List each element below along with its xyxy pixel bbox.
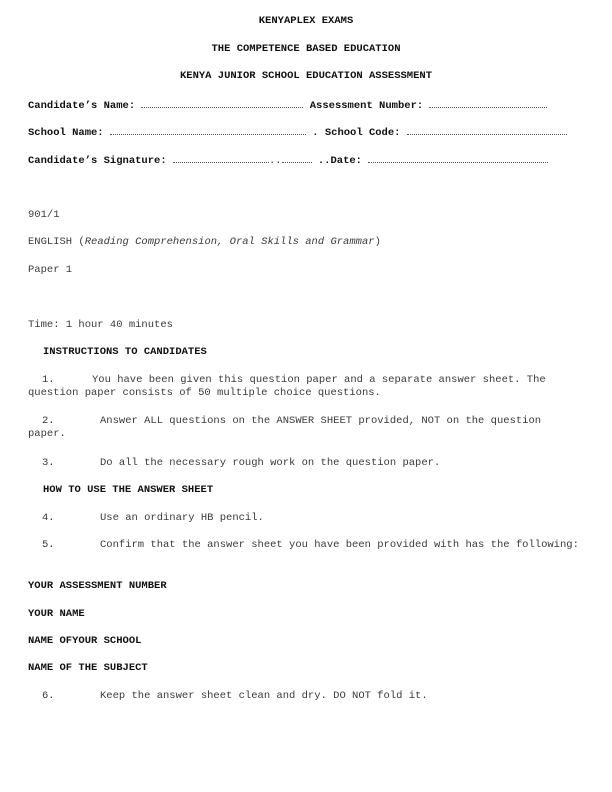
instruction-text: You have been given this question paper and a separate answer sheet. The question paper consists of 50 multiple choice questions.	[28, 374, 546, 399]
paper-number: Paper 1	[28, 264, 73, 276]
subject-line	[28, 236, 381, 248]
instructions-heading: INSTRUCTIONS TO CANDIDATES	[43, 346, 207, 358]
candidate-name-row	[28, 98, 547, 112]
instruction-text: Keep the answer sheet clean and dry. DO NOT fold it.	[100, 690, 428, 702]
subject-prefix: ENGLISH (	[28, 236, 85, 248]
instruction-text: Do all the necessary rough work on the question paper.	[100, 457, 441, 469]
school-row	[28, 125, 567, 139]
signature-label: Candidate’s Signature:	[28, 155, 167, 167]
exam-body-title: KENYAPLEX EXAMS	[258, 15, 354, 27]
instruction-item	[28, 690, 588, 703]
instruction-number: 1.	[42, 374, 55, 386]
instruction-number: 2.	[42, 415, 55, 427]
candidate-name-field[interactable]	[141, 98, 303, 108]
checklist-item: NAME OF THE SUBJECT	[28, 662, 148, 674]
checklist-item: YOUR NAME	[28, 608, 85, 620]
instruction-item	[28, 457, 588, 470]
instruction-text: Use an ordinary HB pencil.	[100, 512, 264, 524]
assessment-title: KENYA JUNIOR SCHOOL EDUCATION ASSESSMENT	[179, 70, 433, 82]
curriculum-title: THE COMPETENCE BASED EDUCATION	[211, 43, 401, 55]
instruction-number: 6.	[42, 690, 55, 702]
instruction-number: 4.	[42, 512, 55, 524]
checklist-item: NAME OFYOUR SCHOOL	[28, 635, 142, 647]
paper-code: 901/1	[28, 209, 60, 221]
signature-row	[28, 153, 548, 167]
subject-components: Reading Comprehension, Oral Skills and Grammar	[84, 236, 375, 248]
signature-separator: ..	[268, 155, 282, 167]
time-allowed: Time: 1 hour 40 minutes	[28, 319, 173, 331]
assessment-number-field[interactable]	[429, 98, 547, 108]
instruction-item	[28, 512, 588, 525]
instruction-item	[28, 415, 558, 441]
school-code-field[interactable]	[407, 125, 567, 135]
school-name-field[interactable]	[110, 125, 306, 135]
signature-field-extra[interactable]	[282, 153, 312, 163]
school-name-label: School Name:	[28, 127, 104, 139]
answer-sheet-heading: HOW TO USE THE ANSWER SHEET	[43, 484, 214, 496]
date-label: ..Date:	[317, 155, 362, 167]
instruction-item	[28, 539, 588, 552]
instruction-number: 3.	[42, 457, 55, 469]
instruction-text: Confirm that the answer sheet you have been provided with has the following:	[100, 539, 579, 551]
subject-suffix: )	[374, 236, 381, 248]
assessment-number-label: Assessment Number:	[309, 100, 424, 112]
instruction-item	[28, 374, 588, 400]
date-field[interactable]	[368, 153, 548, 163]
school-code-label: . School Code:	[312, 127, 401, 139]
signature-field[interactable]	[173, 153, 269, 163]
instruction-number: 5.	[42, 539, 55, 551]
candidate-name-label: Candidate’s Name:	[28, 100, 136, 112]
checklist-item: YOUR ASSESSMENT NUMBER	[28, 580, 167, 592]
instruction-text: Answer ALL questions on the ANSWER SHEET provided, NOT on the question paper.	[28, 415, 542, 440]
